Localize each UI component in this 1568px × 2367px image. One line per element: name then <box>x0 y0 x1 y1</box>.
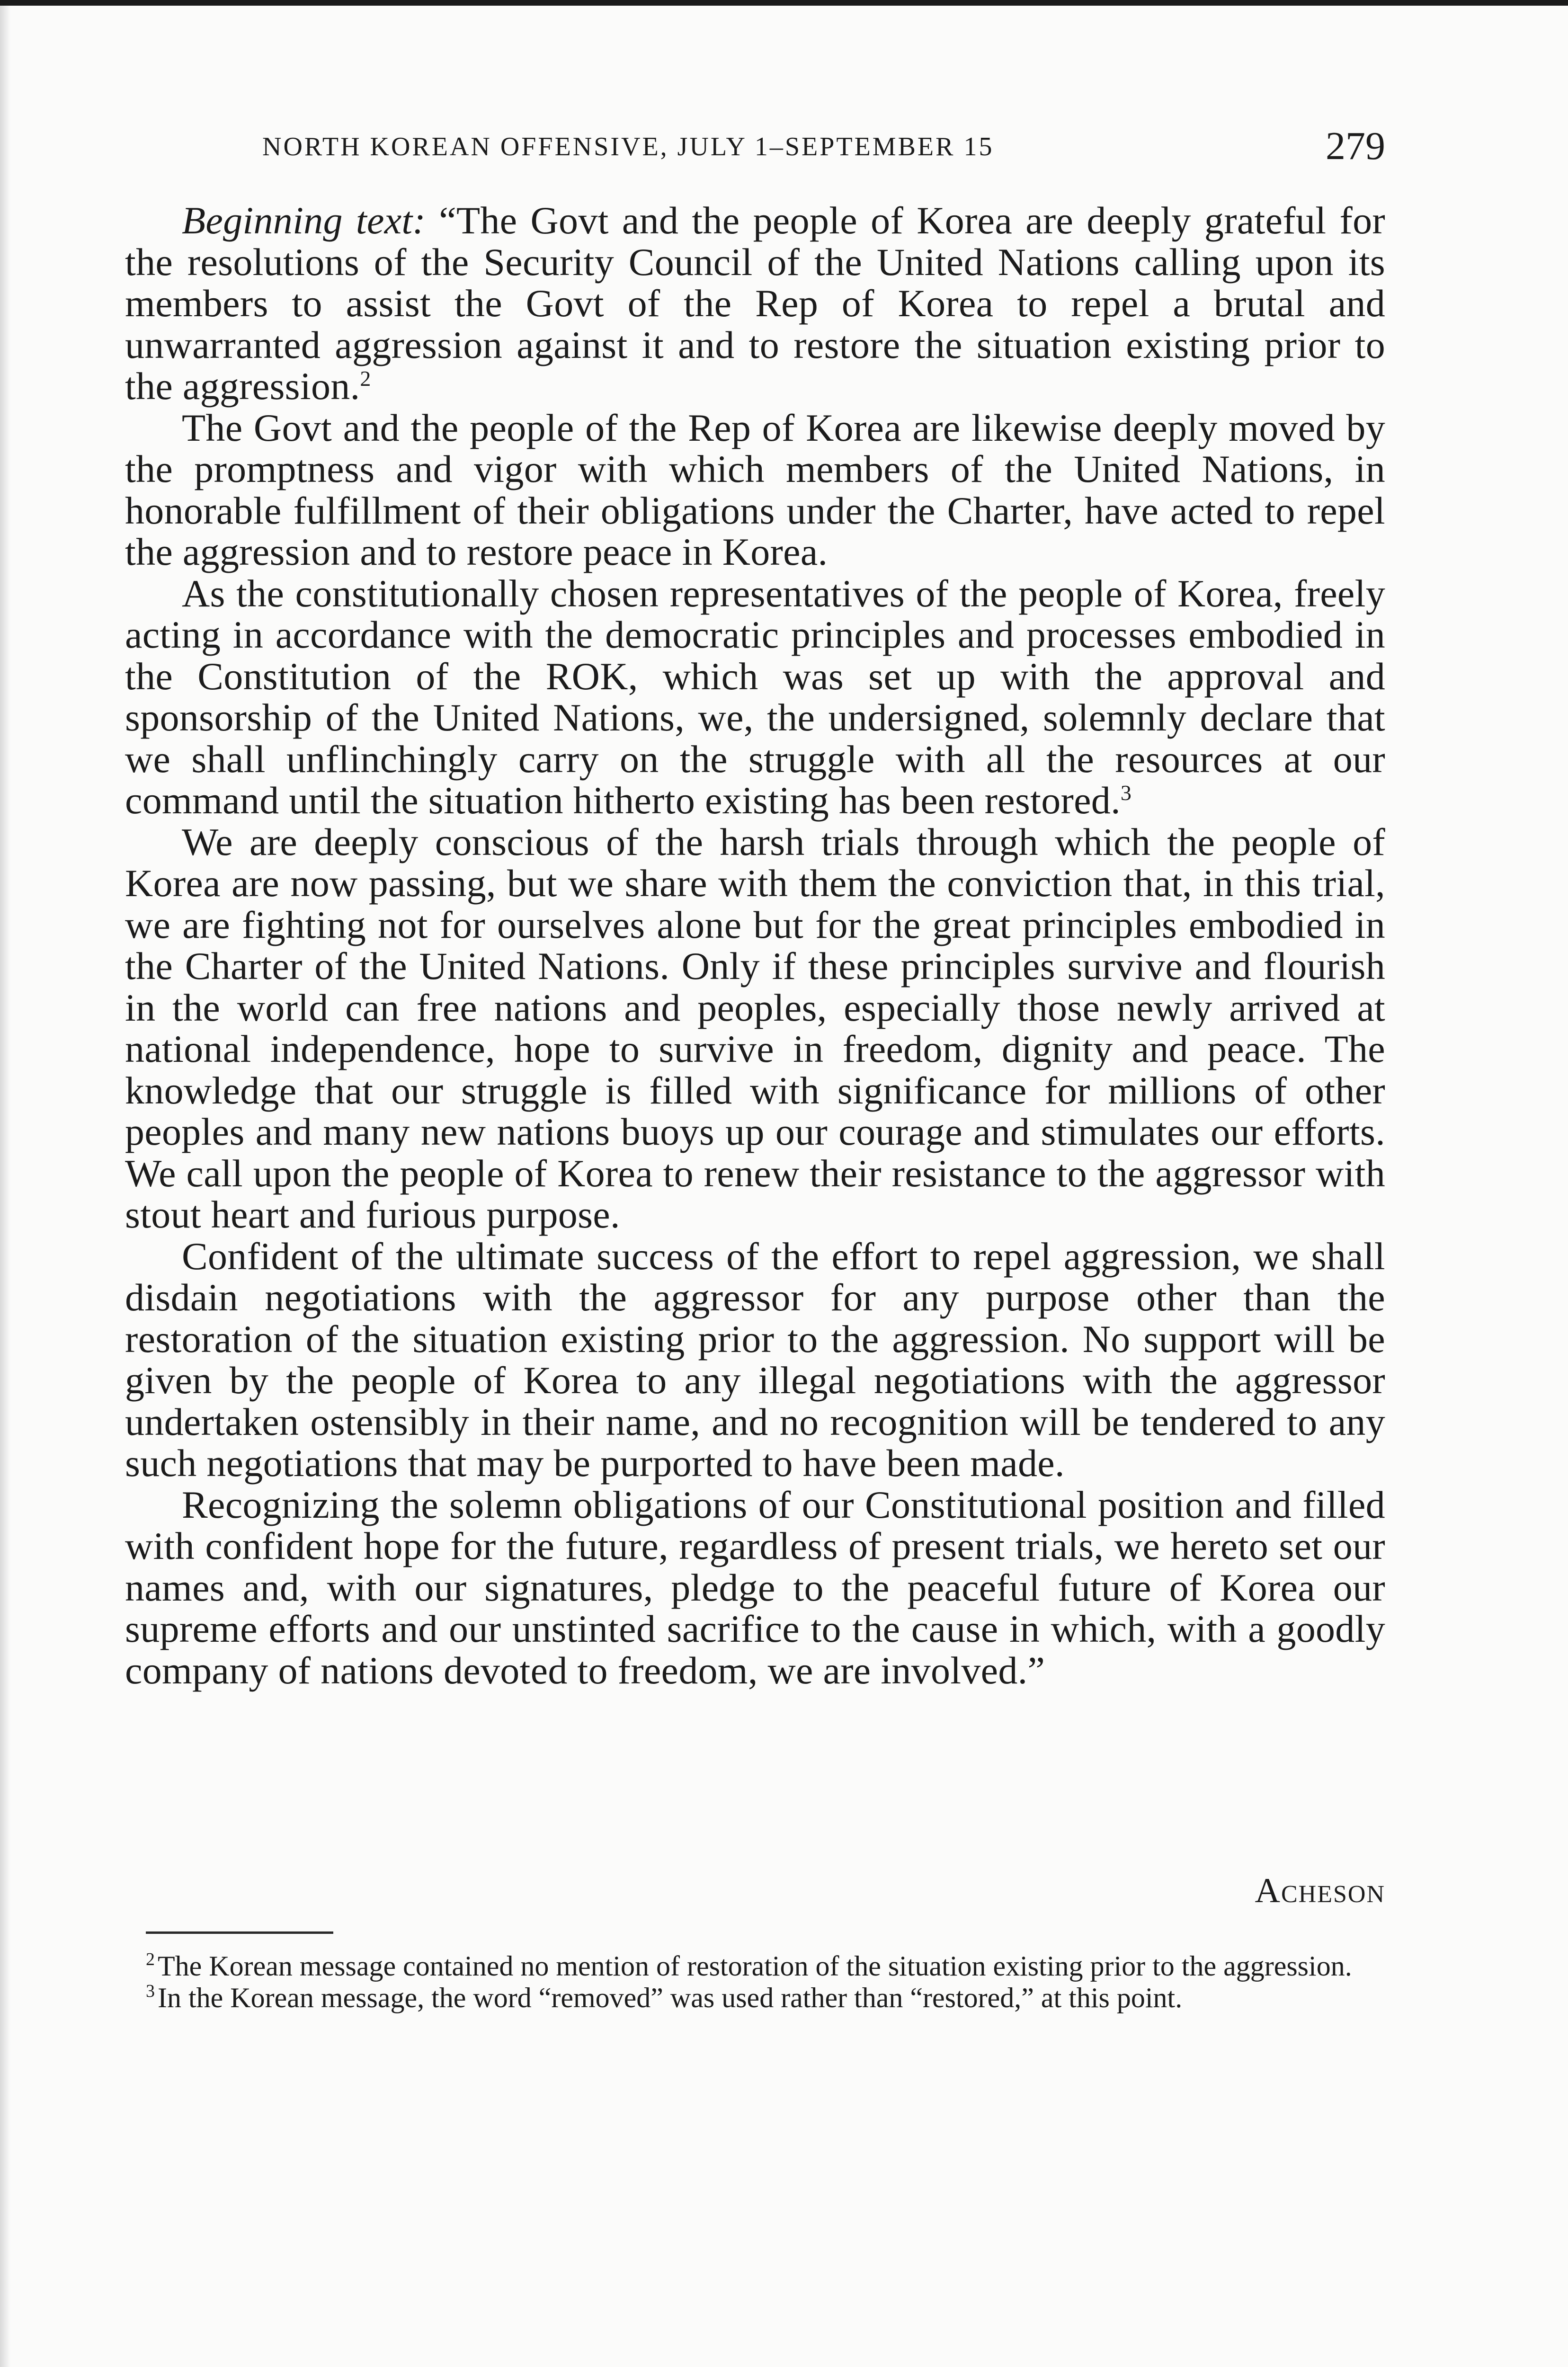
page-number: 279 <box>1326 124 1385 168</box>
footnote-marker-3: 3 <box>146 1981 155 2001</box>
footnote-3 <box>125 1982 1385 2014</box>
paragraph-3 <box>125 573 1385 821</box>
footnote-2-text: The Korean message contained no mention of restoration of the situation existing prior to the aggression. <box>158 1950 1352 1982</box>
running-header <box>125 123 1385 170</box>
beginning-text-label: Beginning text: <box>182 199 426 242</box>
signature: Acheson <box>1255 1871 1385 1910</box>
footnote-ref-3[interactable]: 3 <box>1120 781 1132 805</box>
paragraph-1-text: “The Govt and the people of Korea are deeply grateful for the resolutions of the Security Council of the United Nations calling upon its members to assist the Govt of the Rep of Korea to repel a brutal and unwarranted aggression against it and to restore the situation existing prior to the aggression. <box>125 199 1385 408</box>
paragraph-6: Recognizing the solemn obligations of our Constitutional position and filled with confident hope for the future, regardless of present trials, we hereto set our names and, with our signatures, pledge to the peaceful future of Korea our supreme efforts and our unstinted sacrifice to the cause in which, with a goodly company of nations devoted to freedom, we are involved.” <box>125 1483 1385 1692</box>
running-title: NORTH KOREAN OFFENSIVE, JULY 1–SEPTEMBER 15 <box>262 132 994 161</box>
paragraph-2: The Govt and the people of the Rep of Korea are likewise deeply moved by the promptness and vigor with which members of the United Nations, in honorable fulfillment of their obligations under the Charter, have acted to repel the aggression and to restore peace in Korea. <box>125 406 1385 573</box>
footnotes <box>125 1950 1385 2014</box>
paragraph-3-text: As the constitutionally chosen representatives of the people of Korea, freely acting in accordance with the democratic principles and processes embodied in the Constitution of the ROK, which was set up with the approval and sponsorship of the United Nations, we, the undersigned, solemnly declare that we shall unflinchingly carry on the struggle with all the resources at our command until the situation hitherto existing has been restored. <box>125 571 1385 822</box>
paragraph-1 <box>125 200 1385 407</box>
message-body <box>125 200 1385 1691</box>
page-edge-shadow <box>0 6 10 2367</box>
paragraph-4: We are deeply conscious of the harsh trials through which the people of Korea are now passing, but we share with them the conviction that, in this trial, we are fighting not for ourselves alone but for the great principles embodied in the Charter of the United Nations. Only if these principles survive and flourish in the world can free nations and peoples, especially those newly arrived at national independence, hope to survive in freedom, dignity and peace. The knowledge that our struggle is filled with significance for millions of other peoples and many new nations buoys up our courage and stimulates our efforts. We call upon the people of Korea to renew their resistance to the aggressor with stout heart and furious purpose. <box>125 820 1385 1236</box>
footnote-3-text: In the Korean message, the word “removed” was used rather than “restored,” at this point. <box>158 1982 1183 2013</box>
footnote-ref-2[interactable]: 2 <box>360 366 371 391</box>
footnote-2 <box>125 1950 1385 1982</box>
paragraph-5: Confident of the ultimate success of the effort to repel aggression, we shall disdain negotiations with the aggressor for any purpose other than the restoration of the situation existing prior to the aggression. No support will be given by the people of Korea to any illegal negotiations with the aggressor undertaken ostensibly in their name, and no recognition will be tendered to any such negotiations that may be purported to have been made. <box>125 1234 1385 1485</box>
footnote-marker-2: 2 <box>146 1949 155 1969</box>
footnote-divider <box>146 1931 333 1934</box>
